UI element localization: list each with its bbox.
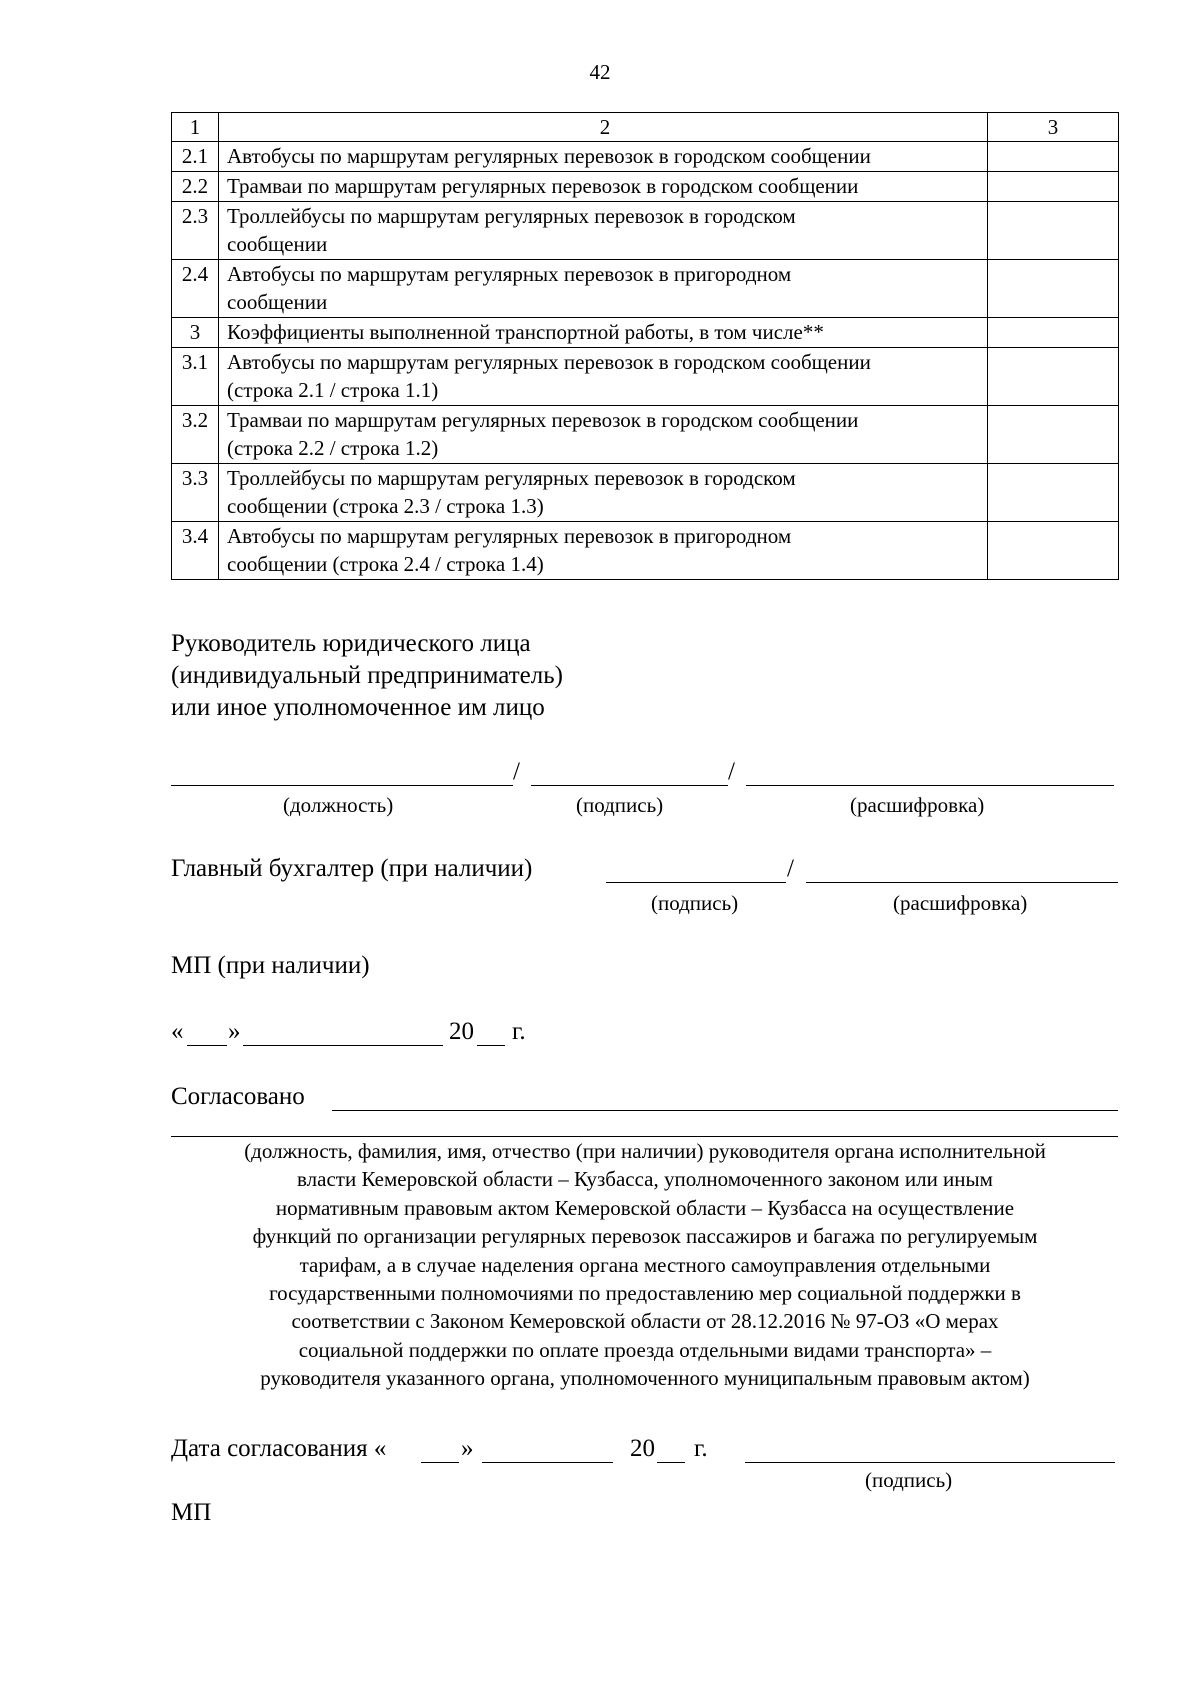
page-number: 42 [589, 60, 611, 84]
row-description: Троллейбусы по маршрутам регулярных перевозок в городском сообщении (строка 2.3 / строка 1.3) [219, 464, 988, 522]
approval-signature-field-line[interactable] [745, 1462, 1115, 1463]
approval-caption-line: социальной поддержки по оплате проезда отдельными видами транспорта» – [298, 1337, 992, 1362]
approval-caption-line: тарифам, а в случае наделения органа местного самоуправления отдельными [299, 1252, 991, 1277]
accountant-decoding-field-line[interactable] [806, 882, 1118, 883]
approval-caption-line: (должность, фамилия, имя, отчество (при наличии) руководителя органа исполнительной [244, 1139, 1046, 1163]
accountant-caption-signature: (подпись) [651, 891, 739, 915]
stamp-optional-label: МП (при наличии) [171, 952, 370, 979]
approval-caption-line: государственными полномочиями по предоставлению мер социальной поддержки в [269, 1281, 1021, 1306]
row-value-cell [988, 464, 1119, 522]
table-row [172, 172, 1119, 202]
date-year-field-line[interactable] [477, 1045, 505, 1046]
caption-position: (должность) [283, 793, 394, 817]
transport-work-table [171, 112, 1119, 580]
separator-slash: / [728, 758, 735, 785]
approval-caption-line: нормативным правовым актом Кемеровской области – Кузбасса на осуществление [275, 1195, 1015, 1220]
header-cell-col2: 2 [219, 113, 988, 142]
approval-caption-signature: (подпись) [865, 1468, 953, 1492]
header-cell-col1: 1 [172, 113, 219, 142]
date-day-field-line[interactable] [187, 1045, 227, 1046]
approval-caption-line: руководителя указанного органа, уполномоченного муниципальным правовым актом) [260, 1366, 1030, 1391]
head-title-line-1: Руководитель юридического лица [171, 630, 531, 657]
head-title-line-2: (индивидуальный предприниматель) [171, 662, 563, 689]
approval-date-day-field-line[interactable] [421, 1462, 459, 1463]
date-month-field-line[interactable] [243, 1045, 443, 1046]
table-row [172, 464, 1119, 522]
approval-field-line-1[interactable] [332, 1110, 1118, 1111]
row-number: 3.2 [172, 406, 219, 464]
accountant-caption-decoding: (расшифровка) [893, 891, 1028, 915]
row-number: 2.2 [172, 172, 219, 202]
header-cell-col3: 3 [988, 113, 1119, 142]
row-description: Автобусы по маршрутам регулярных перевозок в городском сообщении (строка 2.1 / строка 1.1) [219, 348, 988, 406]
row-description: Троллейбусы по маршрутам регулярных перевозок в городском сообщении [219, 202, 988, 260]
date-year-prefix: 20 [449, 1018, 474, 1045]
table-row [172, 522, 1119, 580]
row-value-cell [988, 406, 1119, 464]
row-number: 2.3 [172, 202, 219, 260]
table-row [172, 348, 1119, 406]
table-row [172, 406, 1119, 464]
date-open-quote: « [171, 1018, 184, 1045]
row-value-cell [988, 522, 1119, 580]
row-description: Автобусы по маршрутам регулярных перевозок в пригородном сообщении [219, 260, 988, 318]
approval-date-close-quote: » [461, 1435, 474, 1462]
row-value-cell [988, 142, 1119, 172]
table-row [172, 318, 1119, 348]
approval-caption-line: функций по организации регулярных перевозок пассажиров и багажа по регулируемым [252, 1224, 1038, 1249]
stamp-label: МП [171, 1499, 212, 1526]
approval-date-label: Дата согласования « [171, 1435, 387, 1462]
row-number: 3 [172, 318, 219, 348]
accountant-label: Главный бухгалтер (при наличии) [171, 855, 533, 882]
approval-label: Согласовано [171, 1083, 305, 1110]
table-row [172, 260, 1119, 318]
head-title-line-3: или иное уполномоченное им лицо [171, 694, 545, 721]
separator-slash: / [513, 758, 520, 785]
signature-field-line[interactable] [531, 785, 728, 786]
approval-date-month-field-line[interactable] [482, 1462, 613, 1463]
row-number: 2.1 [172, 142, 219, 172]
table-row [172, 202, 1119, 260]
date-year-suffix: г. [512, 1018, 526, 1045]
row-description: Трамваи по маршрутам регулярных перевозок в городском сообщении (строка 2.2 / строка 1.2) [219, 406, 988, 464]
row-description: Трамваи по маршрутам регулярных перевозок в городском сообщении [219, 172, 988, 202]
date-close-quote: » [228, 1018, 241, 1045]
separator-slash: / [787, 855, 794, 882]
row-value-cell [988, 172, 1119, 202]
row-number: 3.3 [172, 464, 219, 522]
decoding-field-line[interactable] [746, 785, 1114, 786]
table-row [172, 142, 1119, 172]
row-number: 3.4 [172, 522, 219, 580]
approval-caption-line: власти Кемеровской области – Кузбасса, уполномоченного законом или иным [297, 1167, 993, 1192]
approval-date-year-suffix: г. [694, 1435, 708, 1462]
approval-caption [171, 1137, 1119, 1393]
row-value-cell [988, 318, 1119, 348]
row-value-cell [988, 348, 1119, 406]
table-header-row [172, 113, 1119, 142]
row-number: 2.4 [172, 260, 219, 318]
approval-date-year-field-line[interactable] [657, 1462, 685, 1463]
caption-signature: (подпись) [576, 793, 664, 817]
approval-caption-line: соответствии с Законом Кемеровской области от 28.12.2016 № 97-ОЗ «О мерах [291, 1309, 999, 1334]
accountant-signature-field-line[interactable] [606, 882, 786, 883]
row-description: Автобусы по маршрутам регулярных перевозок в пригородном сообщении (строка 2.4 / строка 1.4) [219, 522, 988, 580]
approval-date-year-prefix: 20 [630, 1435, 655, 1462]
row-description: Автобусы по маршрутам регулярных перевозок в городском сообщении [219, 142, 988, 172]
caption-decoding: (расшифровка) [850, 793, 985, 817]
position-field-line[interactable] [171, 785, 513, 786]
row-value-cell [988, 260, 1119, 318]
row-number: 3.1 [172, 348, 219, 406]
row-value-cell [988, 202, 1119, 260]
row-description: Коэффициенты выполненной транспортной работы, в том числе** [219, 318, 988, 348]
